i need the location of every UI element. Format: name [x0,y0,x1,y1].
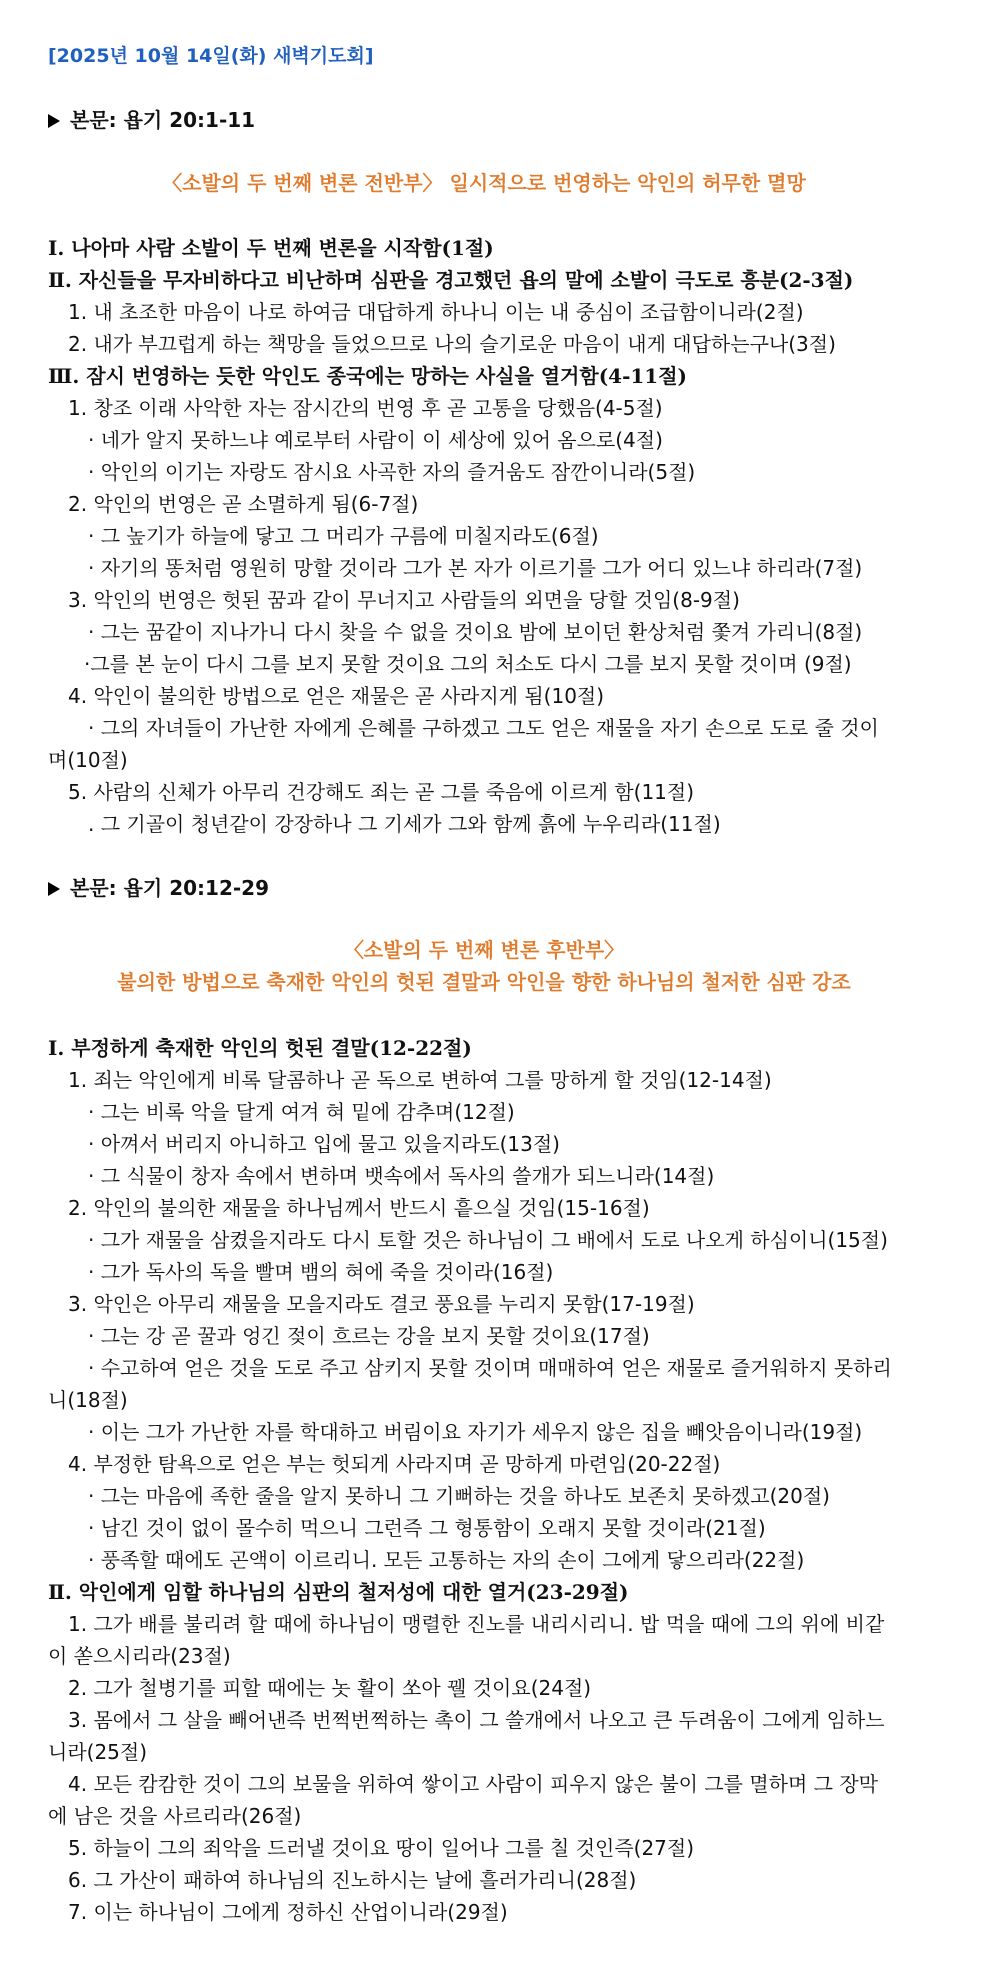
section-title-2-line1: 〈소발의 두 번째 변론 후반부〉 [343,938,625,962]
outline-subitem: · 그는 강 곧 꿀과 엉긴 젖이 흐르는 강을 보지 못할 것이요(17절) [88,1324,650,1348]
outline-subitem: · 남긴 것이 없이 몰수히 먹으니 그런즉 그 형통함이 오래지 못할 것이라(21절) [88,1516,766,1540]
outline-item: 4. 악인이 불의한 방법으로 얻은 재물은 곧 사라지게 됨(10절) [68,684,605,708]
outline-subitem: · 악인의 이기는 자랑도 잠시요 사곡한 자의 즐거움도 잠깐이니라(5절) [88,460,696,484]
passage-header-1 [48,104,968,136]
outline-item: 6. 그 가산이 패하여 하나님의 진노하시는 날에 흘러가리니(28절) [68,1868,637,1892]
passage-reference-1: 본문: 욥기 20:1-11 [70,108,256,132]
outline-item: 3. 악인은 아무리 재물을 모을지라도 결코 풍요를 누리지 못함(17-19절) [68,1292,695,1316]
outline-item-continued: 에 남은 것을 사르리라(26절) [48,1804,302,1828]
outline-subitem: ·그를 본 눈이 다시 그를 보지 못할 것이요 그의 처소도 다시 그를 보지 못할 것이며 (9절) [84,652,852,676]
outline-item: 2. 악인의 번영은 곧 소멸하게 됨(6-7절) [68,492,419,516]
outline-item: 1. 그가 배를 불리려 할 때에 하나님이 맹렬한 진노를 내리시리니. 밥 먹을 때에 그의 위에 비같 [68,1612,885,1636]
outline-heading: Ⅱ. 악인에게 임할 하나님의 심판의 철저성에 대한 열거(23-29절) [48,1580,629,1604]
outline-subitem: · 그 높기가 하늘에 닿고 그 머리가 구름에 미칠지라도(6절) [88,524,599,548]
triangle-bullet-icon [48,882,60,896]
outline-subitem: · 그는 비록 악을 달게 여겨 혀 밑에 감추며(12절) [88,1100,515,1124]
outline-heading: Ⅱ. 자신들을 무자비하다고 비난하며 심판을 경고했던 욥의 말에 소발이 극도로 흥분(2-3절) [48,268,854,292]
outline-subitem: · 그 식물이 창자 속에서 변하며 뱃속에서 독사의 쓸개가 되느니라(14절) [88,1164,715,1188]
outline-subitem: · 그가 재물을 삼켰을지라도 다시 토할 것은 하나님이 그 배에서 도로 나오게 하심이니(15절) [88,1228,888,1252]
outline-item: 3. 몸에서 그 살을 빼어낸즉 번쩍번쩍하는 촉이 그 쓸개에서 나오고 큰 두려움이 그에게 임하느 [68,1708,885,1732]
outline-item: 1. 죄는 악인에게 비록 달콤하나 곧 독으로 변하여 그를 망하게 할 것임(12-14절) [68,1068,772,1092]
outline-item: 2. 그가 철병기를 피할 때에는 놋 활이 쏘아 꿸 것이요(24절) [68,1676,592,1700]
outline-subitem: · 이는 그가 가난한 자를 학대하고 버림이요 자기가 세우지 않은 집을 빼앗음이니라(19절) [88,1420,863,1444]
outline-subitem-continued: 니(18절) [48,1388,128,1412]
outline-subitem-continued: 며(10절) [48,748,128,772]
passage-header-2 [48,872,968,904]
outline-item: 5. 하늘이 그의 죄악을 드러낼 것이요 땅이 일어나 그를 칠 것인즉(27절) [68,1836,695,1860]
outline-item: 3. 악인의 번영은 헛된 꿈과 같이 무너지고 사람들의 외면을 당할 것임(8-9절) [68,588,740,612]
outline-subitem: · 그는 마음에 족한 줄을 알지 못하니 그 기뻐하는 것을 하나도 보존치 못하겠고(20절) [88,1484,830,1508]
outline-item: 2. 내가 부끄럽게 하는 책망을 들었으므로 나의 슬기로운 마음이 내게 대답하는구나(3절) [68,332,836,356]
outline-item: 1. 창조 이래 사악한 자는 잠시간의 번영 후 곧 고통을 당했음(4-5절) [68,396,663,420]
section-title-1: 〈소발의 두 번째 변론 전반부〉 일시적으로 번영하는 악인의 허무한 멸망 [162,171,806,195]
date-title: [2025년 10월 14일(화) 새벽기도회] [48,45,374,67]
outline-item: 4. 부정한 탐욕으로 얻은 부는 헛되게 사라지며 곧 망하게 마련임(20-22절) [68,1452,721,1476]
outline-subitem: . 그 기골이 청년같이 강장하나 그 기세가 그와 함께 흙에 누우리라(11절) [88,812,721,836]
outline-subitem: · 네가 알지 못하느냐 예로부터 사람이 이 세상에 있어 옴으로(4절) [88,428,663,452]
outline-item: 5. 사람의 신체가 아무리 건강해도 죄는 곧 그를 죽음에 이르게 함(11절) [68,780,695,804]
outline-item-continued: 이 쏟으시리라(23절) [48,1644,231,1668]
outline-subitem: · 자기의 똥처럼 영원히 망할 것이라 그가 본 자가 이르기를 그가 어디 있느냐 하리라(7절) [88,556,863,580]
outline-heading: Ⅰ. 나아마 사람 소발이 두 번째 변론을 시작함(1절) [48,236,494,260]
outline-heading: Ⅰ. 부정하게 축재한 악인의 헛된 결말(12-22절) [48,1036,472,1060]
section-title-2-line2: 불의한 방법으로 축재한 악인의 헛된 결말과 악인을 향한 하나님의 철저한 심판 강조 [117,970,851,994]
outline-item-continued: 니라(25절) [48,1740,148,1764]
outline-heading: Ⅲ. 잠시 번영하는 듯한 악인도 종국에는 망하는 사실을 열거함(4-11절) [48,364,687,388]
outline-subitem: · 수고하여 얻은 것을 도로 주고 삼키지 못할 것이며 매매하여 얻은 재물로 즐거워하지 못하리 [88,1356,892,1380]
outline-subitem: · 그는 꿈같이 지나가니 다시 찾을 수 없을 것이요 밤에 보이던 환상처럼 쫓겨 가리니(8절) [88,620,863,644]
outline-item: 1. 내 초조한 마음이 나로 하여금 대답하게 하나니 이는 내 중심이 조급함이니라(2절) [68,300,804,324]
outline-subitem: · 그의 자녀들이 가난한 자에게 은혜를 구하겠고 그도 얻은 재물을 자기 손으로 도로 줄 것이 [88,716,879,740]
outline-subitem: · 풍족할 때에도 곤액이 이르리니. 모든 고통하는 자의 손이 그에게 닿으리라(22절) [88,1548,805,1572]
outline-subitem: · 아껴서 버리지 아니하고 입에 물고 있을지라도(13절) [88,1132,560,1156]
outline-item: 2. 악인의 불의한 재물을 하나님께서 반드시 흩으실 것임(15-16절) [68,1196,650,1220]
passage-reference-2: 본문: 욥기 20:12-29 [70,876,269,900]
outline-subitem: · 그가 독사의 독을 빨며 뱀의 혀에 죽을 것이라(16절) [88,1260,554,1284]
outline-item: 4. 모든 캄캄한 것이 그의 보물을 위하여 쌓이고 사람이 피우지 않은 불이 그를 멸하며 그 장막 [68,1772,878,1796]
triangle-bullet-icon [48,114,60,128]
outline-item: 7. 이는 하나님이 그에게 정하신 산업이니라(29절) [68,1900,508,1924]
